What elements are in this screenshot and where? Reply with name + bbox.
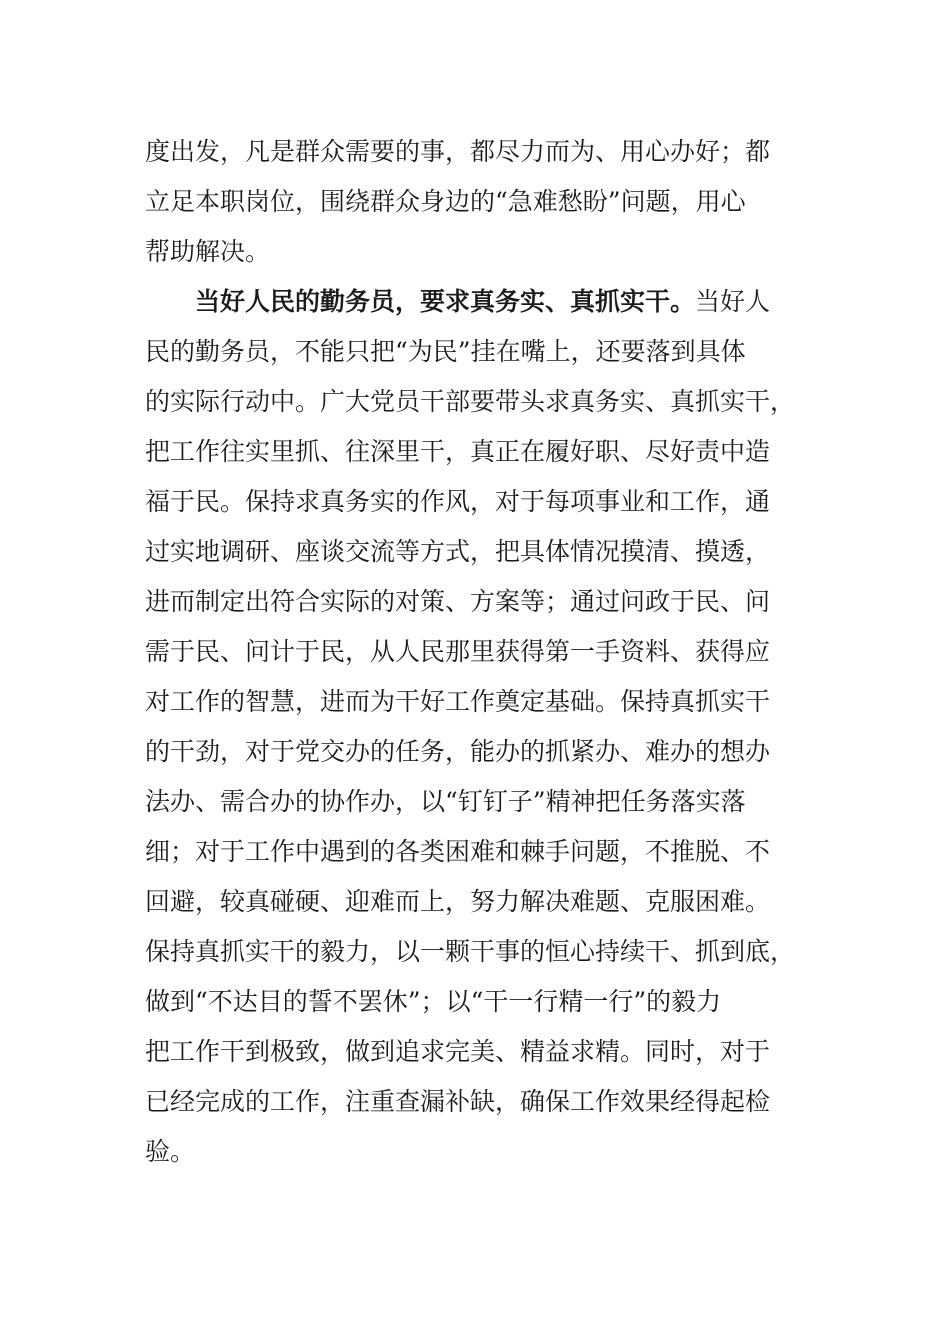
- text-line: 把工作往实里抓、往深里干，真正在履好职、尽好责中造: [145, 437, 771, 466]
- text-line: 对工作的智慧，进而为干好工作奠定基础。保持真抓实干: [145, 687, 771, 716]
- text-line: 已经完成的工作，注重查漏补缺，确保工作效果经得起检: [145, 1087, 771, 1116]
- text-line: 过实地调研、座谈交流等方式，把具体情况摸清、摸透，: [145, 537, 771, 566]
- text-line: 细；对于工作中遇到的各类困难和棘手问题，不推脱、不: [145, 837, 771, 866]
- paragraph-diligent-servant: [145, 277, 805, 1177]
- text-line: 的干劲，对于党交办的任务，能办的抓紧办、难办的想办: [145, 737, 771, 766]
- text-line: 进而制定出符合实际的对策、方案等；通过问政于民、问: [145, 587, 771, 616]
- first-line-rest: 当好人: [695, 287, 771, 316]
- text-line: 立足本职岗位，围绕群众身边的“急难愁盼”问题，用心: [145, 187, 746, 216]
- paragraph-heading: 当好人民的勤务员，要求真务实、真抓实干。: [195, 287, 696, 316]
- text-line: 回避，较真碰硬、迎难而上，努力解决难题、克服困难。: [145, 887, 771, 916]
- text-line: 把工作干到极致，做到追求完美、精益求精。同时，对于: [145, 1037, 771, 1066]
- text-line: 保持真抓实干的毅力，以一颗干事的恒心持续干、抓到底，: [145, 937, 796, 966]
- text-line: 民的勤务员，不能只把“为民”挂在嘴上，还要落到具体: [145, 337, 746, 366]
- text-line: 福于民。保持求真务实的作风，对于每项事业和工作，通: [145, 487, 771, 516]
- text-line: 验。: [145, 1137, 196, 1166]
- text-line: 需于民、问计于民，从人民那里获得第一手资料、获得应: [145, 637, 771, 666]
- text-line: 帮助解决。: [145, 237, 271, 266]
- paragraph-first-line: [145, 277, 805, 327]
- text-line: 做到“不达目的誓不罢休”；以“干一行精一行”的毅力: [145, 987, 722, 1016]
- text-line: 的实际行动中。广大党员干部要带头求真务实、真抓实干，: [145, 387, 796, 416]
- paragraph-continued: [145, 127, 805, 277]
- text-line: 法办、需合办的协作办，以“钉钉子”精神把任务落实落: [145, 787, 746, 816]
- text-line: 度出发，凡是群众需要的事，都尽力而为、用心办好；都: [145, 137, 771, 166]
